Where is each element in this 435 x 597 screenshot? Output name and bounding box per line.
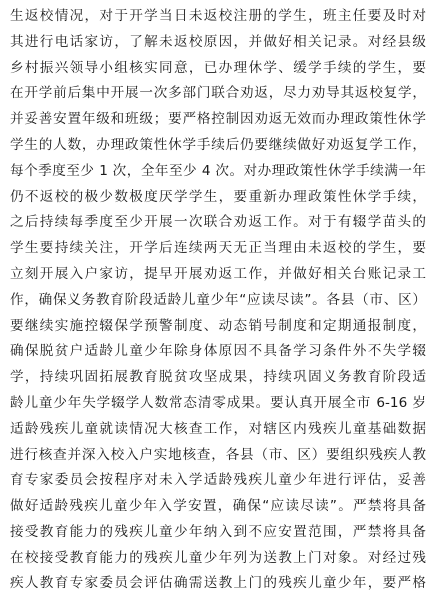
paragraph-line: 学，持续巩固拓展教育脱贫攻坚成果，持续巩固义务教育阶段适 [10, 369, 426, 385]
paragraph-line: 接受教育能力的残疾儿童少年纳入到不应安置范围，严禁将具备 [10, 524, 426, 540]
paragraph-line: 进行核查并深入校入户实地核查，各县（市、区）要组织残疾人教 [10, 447, 426, 463]
paragraph-line: 仍不返校的极少数极度厌学学生，要重新办理政策性休学手续， [10, 189, 426, 205]
paragraph-line: 乡村振兴领导小组核实同意，已办理休学、缓学手续的学生，要 [10, 60, 426, 76]
paragraph-line: 适龄残疾儿童就读情况大核查工作，对辖区内残疾儿童基础数据 [10, 421, 426, 437]
paragraph-line: 生返校情况，对于开学当日未返校注册的学生，班主任要及时对 [10, 8, 426, 24]
paragraph-line: 在开学前后集中开展一次多部门联合劝返，尽力劝导其返校复学， [10, 85, 426, 101]
paragraph-line: 每个季度至少 1 次，全年至少 4 次。对办理政策性休学手续满一年 [10, 163, 426, 179]
paragraph-line: 疾人教育专家委员会评估确需送教上门的残疾儿童少年，要严格 [10, 575, 426, 591]
paragraph-line: 在校接受教育能力的残疾儿童少年列为送教上门对象。对经过残 [10, 550, 426, 566]
paragraph-line: 做好适龄残疾儿童少年入学安置，确保“应读尽读”。严禁将具备 [10, 498, 426, 514]
paragraph-line: 学生的人数，办理政策性休学手续后仍要继续做好劝返复学工作， [10, 137, 426, 153]
paragraph-line: 之后持续每季度至少开展一次联合劝返工作。对于有辍学苗头的 [10, 214, 426, 230]
paragraph-line: 立刻开展入户家访，提早开展劝返工作，并做好相关台账记录工 [10, 266, 426, 282]
paragraph-line: 要继续实施控辍保学预警制度、动态销号制度和定期通报制度， [10, 318, 426, 334]
paragraph-line: 确保脱贫户适龄儿童少年除身体原因不具备学习条件外不失学辍 [10, 343, 426, 359]
paragraph-line: 龄儿童少年失学辍学人数常态清零成果。要认真开展全市 6-16 岁 [10, 395, 426, 411]
paragraph-line: 育专家委员会按程序对未入学适龄残疾儿童少年进行评估，妥善 [10, 472, 426, 488]
paragraph-line: 其进行电话家访，了解未返校原因，并做好相关记录。对经县级 [10, 34, 426, 50]
paragraph-line: 学生要持续关注，开学后连续两天无正当理由未返校的学生，要 [10, 240, 426, 256]
paragraph-line: 并妥善安置年级和班级；要严格控制因劝返无效而办理政策性休学 [10, 111, 426, 127]
paragraph-line: 作，确保义务教育阶段适龄儿童少年“应读尽读”。各县（市、区） [10, 292, 426, 308]
